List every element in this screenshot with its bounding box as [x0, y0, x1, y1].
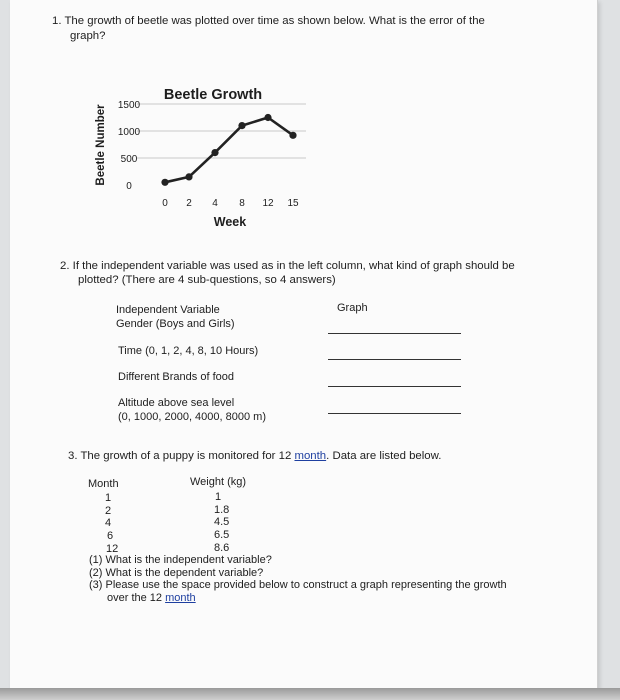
q3-sub-3-line1: (3) Please use the space provided below to construct a graph representing the growth: [89, 579, 507, 591]
chart-point-week-15: [289, 132, 296, 139]
q3-col-weight: Weight (kg): [190, 476, 247, 488]
q3-sub-3-line2: over the 12 month: [107, 592, 196, 604]
q3-text-line1: 3. The growth of a puppy is monitored for 12 month. Data are listed below.: [68, 450, 442, 462]
q2-text-line2: plotted? (There are 4 sub-questions, so 4 answers): [78, 274, 336, 286]
chart-series-line: [165, 118, 293, 183]
q2-item-3: Different Brands of food: [118, 371, 234, 383]
chart-ytick-0: 0: [126, 181, 132, 192]
q3-month-1: 1: [105, 492, 112, 504]
chart-point-week-2: [185, 173, 192, 180]
chart-xtick-12: 12: [262, 198, 274, 209]
q1-text-line1: 1. The growth of beetle was plotted over time as shown below. What is the error of the: [52, 15, 485, 27]
q2-item-1: Gender (Boys and Girls): [116, 318, 235, 330]
beetle-growth-chart: [80, 70, 310, 240]
q3-sub-1: (1) What is the independent variable?: [89, 554, 272, 566]
q2-answer-line-2[interactable]: [328, 359, 461, 360]
chart-ytick-1000: 1000: [117, 127, 141, 138]
q3-sub-2: (2) What is the dependent variable?: [89, 567, 264, 579]
page-bottom-edge: [0, 688, 620, 700]
q3-weight-6: 6.5: [214, 529, 230, 541]
q3-weight-12: 8.6: [214, 542, 230, 554]
chart-xlabel: Week: [213, 215, 247, 229]
q3-weight-1: 1: [215, 491, 222, 503]
q2-item-4-line1: Altitude above sea level: [118, 397, 235, 409]
q3-month-6: 6: [107, 530, 114, 542]
q1-text-line2: graph?: [70, 30, 106, 42]
q2-answer-line-4[interactable]: [328, 413, 461, 414]
q3-weight-4: 4.5: [214, 516, 230, 528]
q2-item-4-line2: (0, 1000, 2000, 4000, 8000 m): [118, 411, 266, 423]
chart-point-week-12: [264, 114, 271, 121]
q3-col-month: Month: [88, 478, 119, 490]
q3-month-link: month: [294, 450, 327, 462]
chart-xtick-2: 2: [186, 198, 192, 209]
q3-month-link-2: month: [165, 592, 196, 604]
chart-ylabel: Beetle Number: [95, 104, 107, 186]
q2-item-2: Time (0, 1, 2, 4, 8, 10 Hours): [118, 345, 259, 357]
q2-answer-line-3[interactable]: [328, 386, 461, 387]
chart-xtick-4: 4: [212, 198, 218, 209]
q3-month-2: 2: [105, 505, 112, 517]
chart-title: Beetle Growth: [163, 87, 263, 103]
q2-text-line1: 2. If the independent variable was used as in the left column, what kind of graph should be: [60, 260, 515, 272]
chart-xtick-8: 8: [239, 198, 245, 209]
chart-xtick-15: 15: [287, 198, 299, 209]
chart-ytick-1500: 1500: [117, 100, 141, 111]
q2-col-independent: Independent Variable: [116, 304, 220, 316]
q2-answer-line-1[interactable]: [328, 333, 461, 334]
chart-point-week-0: [161, 179, 168, 186]
q2-col-graph: Graph: [337, 302, 368, 314]
chart-point-week-4: [211, 149, 218, 156]
worksheet-page: [10, 0, 598, 690]
chart-ytick-500: 500: [120, 154, 138, 165]
q3-month-4: 4: [105, 517, 112, 529]
q3-month-12: 12: [106, 543, 119, 555]
q3-weight-2: 1.8: [214, 504, 230, 516]
chart-point-week-8: [238, 122, 245, 129]
chart-xtick-0: 0: [162, 198, 168, 209]
